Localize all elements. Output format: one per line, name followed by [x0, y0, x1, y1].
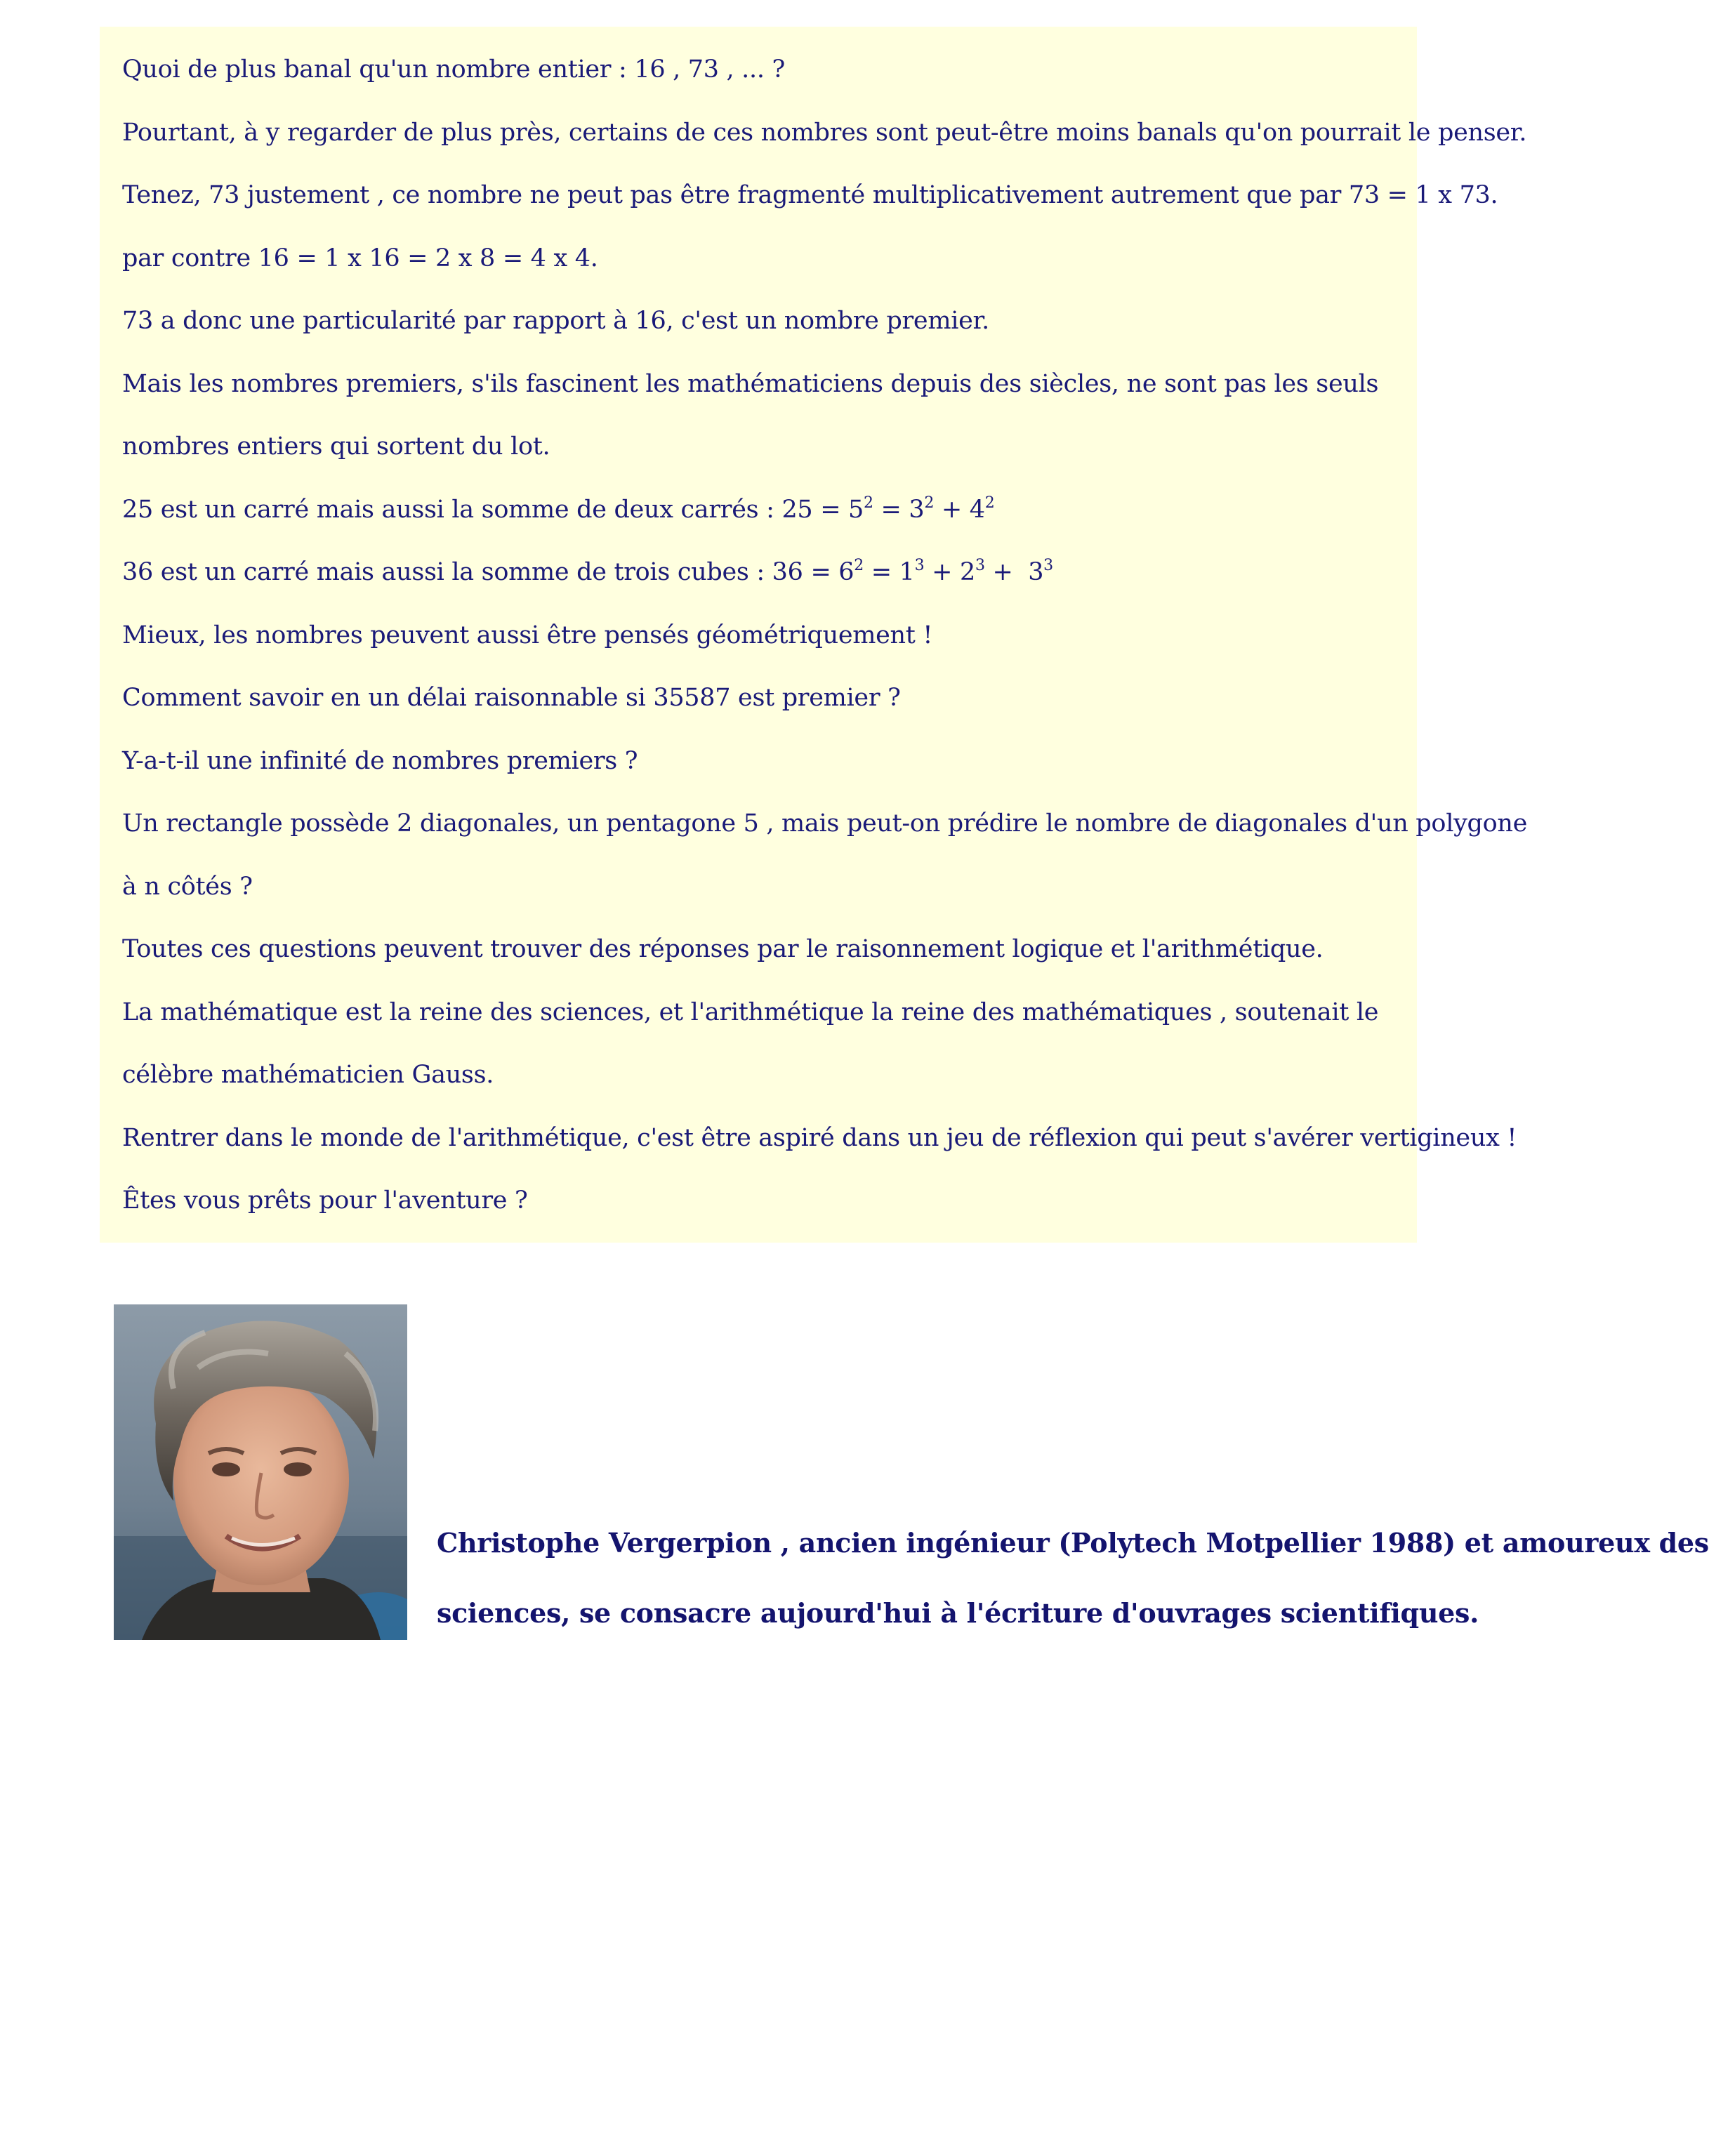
intro-line: Comment savoir en un délai raisonnable si 35587 est premier ?	[122, 684, 901, 712]
intro-line: à n côtés ?	[122, 872, 253, 901]
author-photo	[114, 1304, 407, 1640]
squares-text: + 4	[934, 495, 985, 524]
squares-text: = 3	[873, 495, 925, 524]
squares-text: 25 est un carré mais aussi la somme de deux carrés : 25 = 5	[122, 495, 864, 524]
author-portrait-image	[114, 1304, 407, 1640]
exponent: 2	[854, 557, 864, 574]
squares-line	[122, 492, 1394, 555]
intro-line: Toutes ces questions peuvent trouver des réponses par le raisonnement logique et l'arithmétique.	[122, 935, 1324, 963]
exponent: 3	[975, 557, 985, 574]
intro-line: 73 a donc une particularité par rapport à 16, c'est un nombre premier.	[122, 307, 989, 335]
intro-line: Pourtant, à y regarder de plus près, certains de ces nombres sont peut-être moins banals qu'on pourrait le penser.	[122, 118, 1527, 147]
intro-line: Un rectangle possède 2 diagonales, un pentagone 5 , mais peut-on prédire le nombre de diagonales d'un polygone	[122, 809, 1528, 838]
intro-line: Tenez, 73 justement , ce nombre ne peut pas être fragmenté multiplicativement autrement que par 73 = 1 x 73.	[122, 181, 1498, 209]
intro-line: célèbre mathématicien Gauss.	[122, 1061, 494, 1089]
intro-line: Mais les nombres premiers, s'ils fascinent les mathématiciens depuis des siècles, ne sont pas les seuls	[122, 369, 1379, 398]
exponent: 2	[924, 494, 935, 512]
intro-line: La mathématique est la reine des sciences, et l'arithmétique la reine des mathématiques , soutenait le	[122, 998, 1379, 1026]
author-bio	[437, 1518, 1709, 1658]
exponent: 2	[864, 494, 873, 512]
intro-line: par contre 16 = 1 x 16 = 2 x 8 = 4 x 4.	[122, 244, 598, 272]
cubes-text: + 3	[984, 558, 1044, 586]
cubes-text: = 1	[863, 558, 915, 586]
cubes-text: + 2	[924, 558, 975, 586]
intro-line: Quoi de plus banal qu'un nombre entier : 16 , 73 , ... ?	[122, 55, 785, 84]
exponent: 2	[984, 494, 995, 512]
cubes-text: 36 est un carré mais aussi la somme de trois cubes : 36 = 6	[122, 558, 854, 586]
intro-text-box	[100, 27, 1528, 1243]
intro-line: Y-a-t-il une infinité de nombres premiers ?	[122, 746, 638, 775]
exponent: 3	[1043, 557, 1053, 574]
intro-line: Mieux, les nombres peuvent aussi être pensés géométriquement !	[122, 621, 933, 649]
bio-line: sciences, se consacre aujourd'hui à l'écriture d'ouvrages scientifiques.	[437, 1597, 1479, 1629]
intro-line: Rentrer dans le monde de l'arithmétique, c'est être aspiré dans un jeu de réflexion qui peut s'avérer vertigineux !	[122, 1123, 1517, 1152]
intro-line: Êtes vous prêts pour l'aventure ?	[122, 1186, 528, 1215]
intro-line: nombres entiers qui sortent du lot.	[122, 432, 550, 461]
bio-line: Christophe Vergerpion , ancien ingénieur (Polytech Motpellier 1988) et amoureux des	[437, 1527, 1709, 1559]
exponent: 3	[914, 557, 925, 574]
cubes-line	[122, 555, 1394, 618]
